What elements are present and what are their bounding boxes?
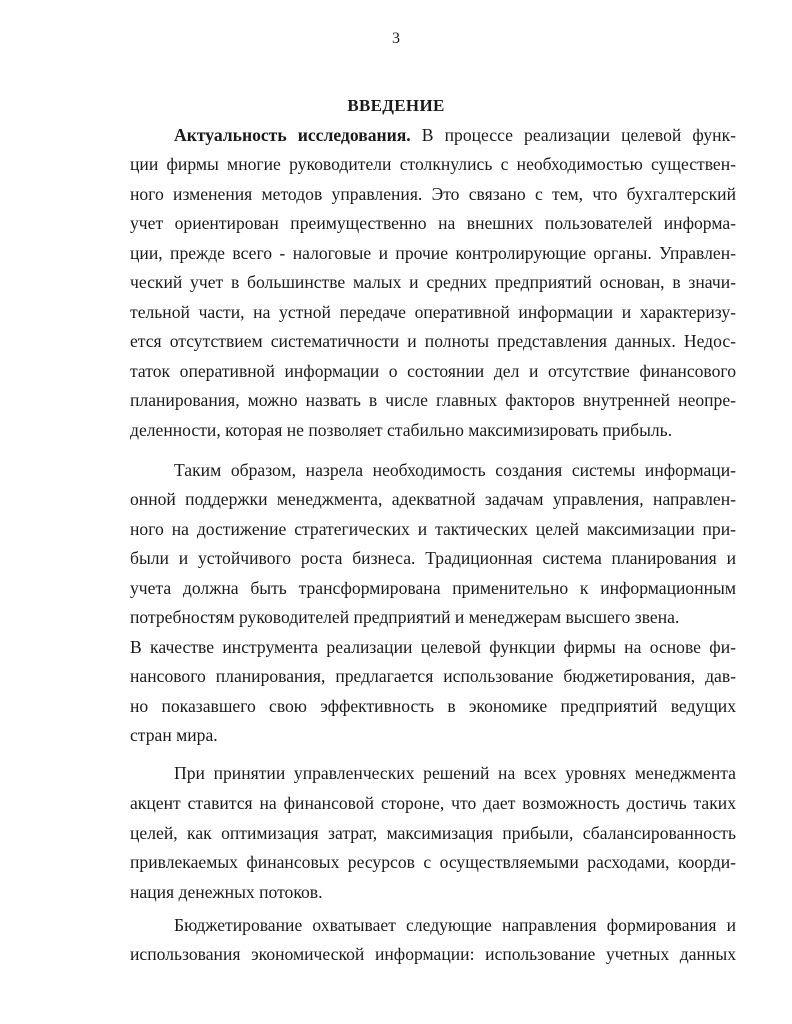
- text-line: ции, прежде всего - налоговые и прочие контролирующие органы. Управлен-: [130, 243, 736, 263]
- text-line: деленности, которая не позволяет стабильно максимизировать прибыль.: [130, 420, 673, 440]
- text-line: В качестве инструмента реализации целевой функции фирмы на основе фи-: [130, 637, 736, 657]
- text-line: ного изменения методов управления. Это связано с тем, что бухгалтерский: [130, 184, 736, 204]
- text-line: но показавшего свою эффективность в экономике предприятий ведущих: [130, 696, 736, 716]
- text-line: стран мира.: [130, 725, 218, 745]
- text-line: нация денежных потоков.: [130, 882, 323, 902]
- text-line: Таким образом, назрела необходимость создания системы информаци-: [174, 460, 736, 480]
- text-line: ческий учет в большинстве малых и средних предприятий основан, в значи-: [130, 272, 736, 292]
- text-line: были и устойчивого роста бизнеса. Традиционная система планирования и: [130, 548, 736, 568]
- text-line: нансового планирования, предлагается использование бюджетирования, дав-: [130, 666, 736, 686]
- text-line: планирования, можно назвать в числе главных факторов внутренней неопре-: [130, 390, 736, 410]
- text-line: онной поддержки менеджмента, адекватной задачам управления, направлен-: [130, 489, 736, 509]
- text-line: учет ориентирован преимущественно на внешних пользователей информа-: [130, 213, 736, 233]
- text-line: таток оперативной информации о состоянии дел и отсутствие финансового: [130, 361, 736, 381]
- text-line: привлекаемых финансовых ресурсов с осуществляемыми расходами, коорди-: [130, 852, 736, 872]
- text-line: целей, как оптимизация затрат, максимизация прибыли, сбалансированность: [130, 823, 736, 843]
- text-line: акцент ставится на финансовой стороне, что дает возможность достичь таких: [130, 793, 736, 813]
- text-line: потребностям руководителей предприятий и менеджерам высшего звена.: [130, 607, 680, 627]
- text-line: ции фирмы многие руководители столкнулись с необходимостью существен-: [130, 154, 736, 174]
- text-line: ного на достижение стратегических и тактических целей максимизации при-: [130, 519, 736, 539]
- text-line: ется отсутствием систематичности и полноты представления данных. Недос-: [130, 331, 736, 351]
- section-heading: ВВЕДЕНИЕ: [347, 96, 445, 115]
- lead-term: Актуальность исследования.: [174, 125, 411, 145]
- text-line: тельной части, на устной передаче оперативной информации и характеризу-: [130, 302, 736, 322]
- text-line: Бюджетирование охватывает следующие направления формирования и: [174, 915, 736, 935]
- text-line: использования экономической информации: использование учетных данных: [130, 944, 736, 964]
- text-line: учета должна быть трансформирована применительно к информационным: [130, 578, 736, 598]
- text-line: Актуальность исследования. В процессе реализации целевой функ-: [174, 125, 736, 145]
- text-line: При принятии управленческих решений на всех уровнях менеджмента: [174, 763, 736, 783]
- page-number: 3: [392, 30, 400, 47]
